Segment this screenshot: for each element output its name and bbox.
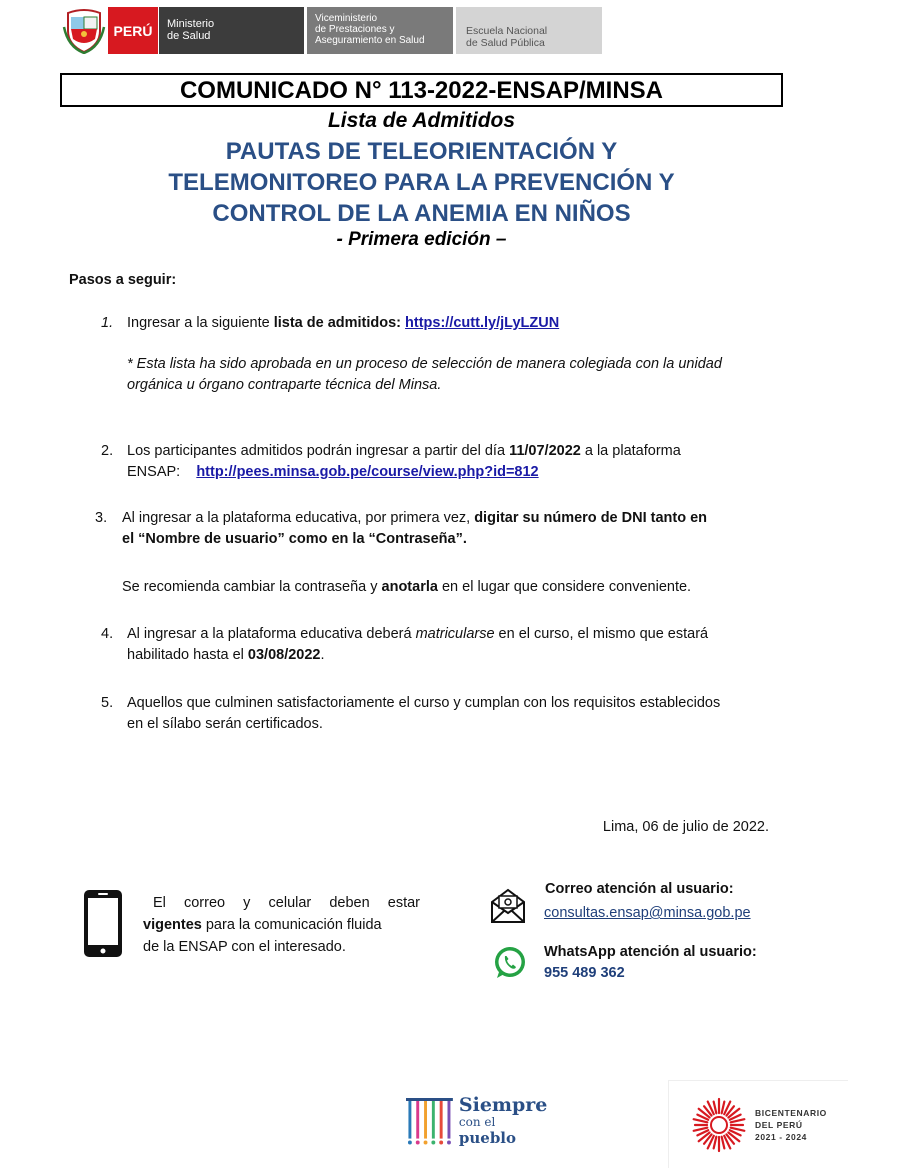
step-number: 3. — [95, 510, 108, 526]
whatsapp-icon — [492, 945, 527, 980]
document-date: Lima, 06 de julio de 2022. — [602, 819, 769, 835]
mobile-phone-icon — [82, 888, 124, 959]
step-5-text: Aquellos que culminen satisfactoriamente el curso y cumplan con los requisitos establecidos en el sílabo serán certificados. — [127, 695, 721, 732]
ensap-platform-link[interactable]: http://pees.minsa.gob.pe/course/view.php?id=812 — [196, 464, 539, 480]
step-4-text: Al ingresar a la plataforma educativa deberá matricularse en el curso, el mismo que estará habilitado hasta el 03/08/2022. — [127, 626, 709, 663]
step-1-note: * Esta lista ha sido aprobada en un proceso de selección de manera colegiada con la unidad orgánica u órgano contraparte técnica del Minsa. — [127, 356, 722, 393]
coat-of-arms-icon — [62, 7, 106, 54]
step-2-text: Los participantes admitidos podrán ingresar a partir del día 11/07/2022 a la plataforma ENSAP: http://pees.minsa.gob.pe/course/view.php?id=812 — [127, 443, 681, 480]
email-address[interactable]: consultas.ensap@minsa.gob.pe — [544, 905, 751, 921]
comunicado-title: COMUNICADO N° 113-2022-ENSAP/MINSA — [60, 73, 783, 107]
header-bar — [62, 7, 602, 54]
admitted-list-link[interactable]: https://cutt.ly/jLyLZUN — [405, 315, 560, 331]
document-subtitle: Lista de Admitidos — [327, 109, 516, 132]
people-figures-icon — [406, 1095, 453, 1147]
email-icon — [489, 887, 527, 925]
email-title: Correo atención al usuario: — [545, 881, 734, 897]
step-number: 4. — [101, 626, 114, 642]
whatsapp-number[interactable]: 955 489 362 — [544, 965, 625, 981]
school-label: Escuela Nacional de Salud Pública — [456, 7, 602, 54]
step-number: 5. — [101, 695, 114, 711]
step-number: 1. — [101, 315, 114, 331]
vice-ministry-label: Viceministerio de Prestaciones y Aseguramiento en Salud — [307, 7, 453, 54]
step-3-text: Al ingresar a la plataforma educativa, por primera vez, digitar su número de DNI tanto en el “Nombre de usuario” como en la “Contraseña”. — [122, 510, 708, 547]
steps-heading: Pasos a seguir: — [69, 272, 177, 288]
course-title: PAUTAS DE TELEORIENTACIÓN Y TELEMONITOREO PARA LA PREVENCIÓN Y CONTROL DE LA ANEMIA EN NIÑOS — [168, 138, 675, 227]
step-1-text: Ingresar a la siguiente lista de admitidos: https://cutt.ly/jLyLZUN — [127, 315, 560, 331]
siempre-con-el-pueblo-logo: Siempre con el pueblo — [406, 1093, 554, 1149]
step-number: 2. — [101, 443, 114, 459]
peru-label: PERÚ — [108, 7, 158, 54]
step-3-recommendation: Se recomienda cambiar la contraseña y anotarla en el lugar que considere conveniente. — [122, 579, 692, 595]
bicentenario-logo: BICENTENARIO DEL PERÚ 2021 - 2024 — [668, 1080, 848, 1168]
whatsapp-title: WhatsApp atención al usuario: — [544, 944, 757, 960]
edition-label: - Primera edición – — [336, 229, 507, 250]
bicentenario-emblem-icon — [691, 1097, 747, 1153]
ministry-label: Ministerio de Salud — [158, 7, 304, 54]
contact-note: El correo y celular deben estar vigentes para la comunicación fluida de la ENSAP con el interesado. — [143, 895, 420, 955]
